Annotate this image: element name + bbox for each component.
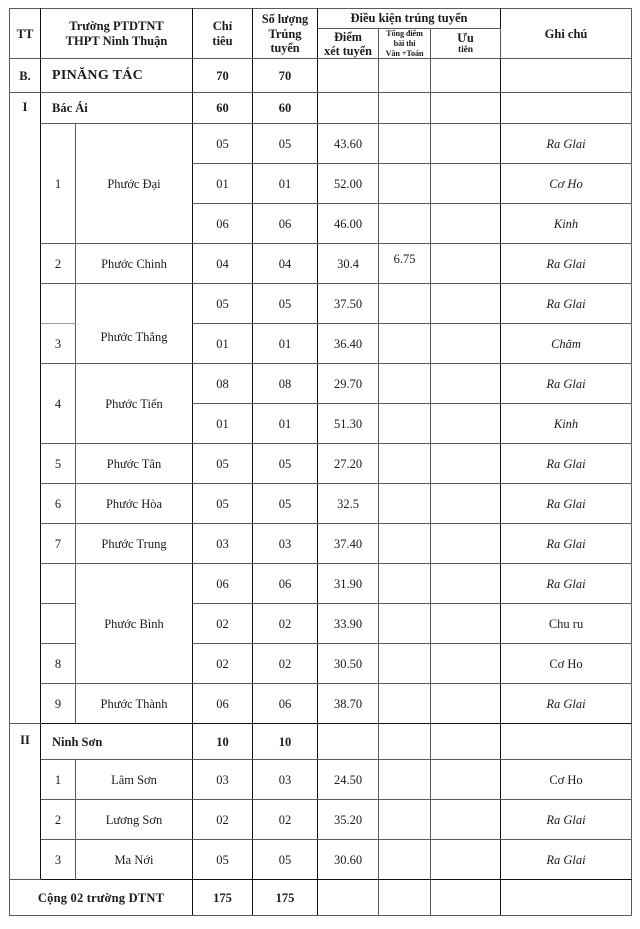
section-row-b [10,59,632,93]
section-b-note [501,59,632,93]
row-target: 01 [193,324,253,364]
table-row [10,444,632,484]
row-ordinal: 1 [41,760,76,800]
total-target: 175 [193,880,253,916]
row-name: Lương Sơn [76,800,193,840]
section-i-priority [431,93,501,124]
row-target: 02 [193,604,253,644]
row-score: 29.70 [318,364,379,404]
header-target-line2: tiêu [212,33,233,48]
row-name: Lâm Sơn [76,760,193,800]
section-ii-score [318,724,379,760]
header-row-top [10,9,632,29]
row-target: 06 [193,564,253,604]
row-note: Chu ru [501,604,632,644]
table-row [10,684,632,724]
section-row-i [10,93,632,124]
row-note: Ra Glai [501,840,632,880]
header-sum-line3: Văn +Toán [385,48,424,58]
header-note: Ghi chú [501,9,632,59]
row-priority [431,244,501,284]
row-target: 05 [193,284,253,324]
section-b-score [318,59,379,93]
row-ordinal [41,284,76,324]
row-score: 43.60 [318,124,379,164]
row-admitted: 01 [253,404,318,444]
section-i-admitted: 60 [253,93,318,124]
row-score: 36.40 [318,324,379,364]
header-target [193,9,253,59]
row-note: Ra Glai [501,444,632,484]
total-priority [431,880,501,916]
row-priority [431,364,501,404]
row-sum [379,164,431,204]
section-b-sum [379,59,431,93]
header-score-line1: Điểm [334,29,362,44]
total-label: Cộng 02 trường DTNT [10,880,193,916]
row-ordinal [41,604,76,644]
section-ii-target: 10 [193,724,253,760]
row-ordinal: 4 [41,364,76,444]
row-ordinal: 5 [41,444,76,484]
row-priority [431,124,501,164]
row-score: 27.20 [318,444,379,484]
row-admitted: 05 [253,444,318,484]
row-sum [379,324,431,364]
row-score: 37.40 [318,524,379,564]
row-admitted: 02 [253,800,318,840]
row-target: 02 [193,644,253,684]
row-note: Cơ Ho [501,164,632,204]
row-sum [379,284,431,324]
section-ninh-son [10,724,632,880]
header-admitted-line2: Trúng [268,26,302,41]
header-priority-line2: tiên [458,45,473,56]
row-sum [379,564,431,604]
row-name: Ma Nới [76,840,193,880]
table-row [10,524,632,564]
row-name: Phước Bình [76,564,193,684]
row-note: Ra Glai [501,800,632,840]
header-admitted-line1: Số lượng [261,12,309,27]
row-admitted: 01 [253,324,318,364]
row-note: Ra Glai [501,364,632,404]
row-sum [379,760,431,800]
row-ordinal: 7 [41,524,76,564]
row-priority [431,564,501,604]
row-sum [379,484,431,524]
row-admitted: 02 [253,644,318,684]
total-sum [379,880,431,916]
row-admitted: 05 [253,124,318,164]
row-priority [431,524,501,564]
section-ii-note [501,724,632,760]
section-i-target: 60 [193,93,253,124]
section-row-ii [10,724,632,760]
row-sum: 6.75 [379,244,431,284]
section-i-sum [379,93,431,124]
row-name: Phước Hòa [76,484,193,524]
row-target: 06 [193,684,253,724]
row-sum [379,444,431,484]
row-name: Phước Thắng [76,284,193,364]
row-note: Chăm [501,324,632,364]
section-ii-priority [431,724,501,760]
row-score: 51.30 [318,404,379,444]
row-admitted: 08 [253,364,318,404]
header-sum-line2: bài thi [393,39,416,49]
admissions-table [9,8,632,916]
row-score: 33.90 [318,604,379,644]
row-score: 30.60 [318,840,379,880]
row-target: 06 [193,204,253,244]
row-target: 01 [193,164,253,204]
header-sum [379,29,431,59]
row-admitted: 03 [253,760,318,800]
row-score: 30.50 [318,644,379,684]
header-admitted [253,9,318,59]
row-sum [379,684,431,724]
table-row [10,564,632,604]
row-priority [431,760,501,800]
row-target: 05 [193,484,253,524]
row-ordinal: 3 [41,324,76,364]
row-priority [431,324,501,364]
section-ii-tt: II [10,724,41,880]
header-tt: TT [10,9,41,59]
row-ordinal [41,564,76,604]
header-school-line1: Trường PTDTNT [69,19,164,34]
row-sum [379,404,431,444]
header-target-line1: Chỉ [212,19,233,34]
section-b-tt: B. [10,59,41,93]
row-name: Phước Tân [76,444,193,484]
row-admitted: 06 [253,564,318,604]
total-admitted: 175 [253,880,318,916]
row-target: 04 [193,244,253,284]
row-ordinal: 9 [41,684,76,724]
header-priority [431,29,501,59]
row-score: 24.50 [318,760,379,800]
row-priority [431,800,501,840]
row-note: Cơ Ho [501,644,632,684]
row-note: Ra Glai [501,564,632,604]
row-note: Ra Glai [501,684,632,724]
header-score [318,29,379,59]
header-admitted-line3: tuyển [270,40,300,55]
row-name: Phước Trung [76,524,193,564]
section-b-name: PINĂNG TÁC [41,59,193,93]
row-note: Kinh [501,404,632,444]
table-row [10,800,632,840]
row-score: 46.00 [318,204,379,244]
section-pinang-tac [10,59,632,724]
row-note: Cơ Ho [501,760,632,800]
table-row [10,244,632,284]
row-note: Ra Glai [501,484,632,524]
section-i-score [318,93,379,124]
row-score: 35.20 [318,800,379,840]
row-target: 05 [193,124,253,164]
row-admitted: 05 [253,284,318,324]
row-sum [379,604,431,644]
row-score: 37.50 [318,284,379,324]
row-name: Phước Chinh [76,244,193,284]
table-row [10,284,632,324]
table-row [10,124,632,164]
row-priority [431,444,501,484]
row-ordinal: 3 [41,840,76,880]
total-note [501,880,632,916]
row-target: 03 [193,524,253,564]
row-name: Phước Thành [76,684,193,724]
row-sum [379,840,431,880]
row-admitted: 05 [253,484,318,524]
section-b-admitted: 70 [253,59,318,93]
row-score: 30.4 [318,244,379,284]
row-priority [431,484,501,524]
row-target: 05 [193,840,253,880]
section-ii-name: Ninh Sơn [41,724,193,760]
header-priority-line1: Ưu [457,31,474,46]
row-name: Phước Tiến [76,364,193,444]
row-target: 02 [193,800,253,840]
row-priority [431,644,501,684]
row-admitted: 06 [253,204,318,244]
row-score: 31.90 [318,564,379,604]
header-score-line2: xét tuyển [324,43,372,58]
row-target: 08 [193,364,253,404]
section-ii-admitted: 10 [253,724,318,760]
section-b-priority [431,59,501,93]
row-note: Ra Glai [501,524,632,564]
row-ordinal: 2 [41,800,76,840]
row-sum [379,800,431,840]
row-priority [431,840,501,880]
header-sum-line1: Tổng điểm [386,29,423,39]
row-admitted: 03 [253,524,318,564]
row-sum [379,364,431,404]
section-i-name: Bác Ái [41,93,193,124]
row-target: 05 [193,444,253,484]
row-priority [431,684,501,724]
row-priority [431,204,501,244]
row-ordinal: 6 [41,484,76,524]
row-sum [379,204,431,244]
row-admitted: 05 [253,840,318,880]
table-row [10,760,632,800]
row-sum [379,524,431,564]
section-i-note [501,93,632,124]
row-priority [431,404,501,444]
table-row [10,840,632,880]
row-sum [379,124,431,164]
row-score: 32.5 [318,484,379,524]
row-ordinal: 2 [41,244,76,284]
section-i-tt: I [10,93,41,724]
row-ordinal: 8 [41,644,76,684]
row-admitted: 04 [253,244,318,284]
row-note: Ra Glai [501,124,632,164]
row-admitted: 02 [253,604,318,644]
row-target: 01 [193,404,253,444]
row-priority [431,284,501,324]
row-ordinal: 1 [41,124,76,244]
row-name: Phước Đại [76,124,193,244]
row-note: Ra Glai [501,284,632,324]
total-score [318,880,379,916]
header-school-line2: THPT Ninh Thuận [65,33,168,48]
row-priority [431,604,501,644]
table-header [10,9,632,59]
total-row [10,880,632,916]
header-school [41,9,193,59]
row-sum [379,644,431,684]
row-admitted: 01 [253,164,318,204]
header-condition-group: Điều kiện trúng tuyển [318,9,501,29]
table-footer [10,880,632,916]
row-score: 38.70 [318,684,379,724]
row-priority [431,164,501,204]
table-row [10,364,632,404]
row-note: Ra Glai [501,244,632,284]
section-b-target: 70 [193,59,253,93]
section-ii-sum [379,724,431,760]
row-admitted: 06 [253,684,318,724]
row-score: 52.00 [318,164,379,204]
row-target: 03 [193,760,253,800]
row-note: Kinh [501,204,632,244]
table-row [10,484,632,524]
